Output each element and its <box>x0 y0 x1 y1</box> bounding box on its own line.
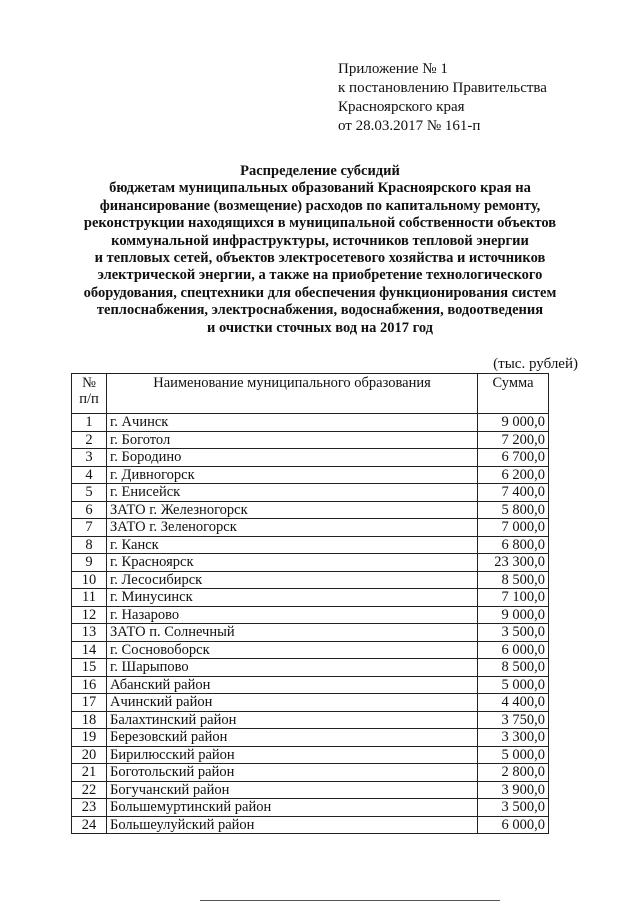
row-name: Балахтинский район <box>107 711 478 729</box>
row-sum: 3 500,0 <box>478 624 549 642</box>
row-number: 19 <box>72 729 107 747</box>
table-row <box>72 431 549 449</box>
row-name: г. Дивногорск <box>107 466 478 484</box>
row-number: 15 <box>72 659 107 677</box>
table-row <box>72 501 549 519</box>
table-row <box>72 449 549 467</box>
row-number: 14 <box>72 641 107 659</box>
header-sum: Сумма <box>478 374 549 414</box>
row-name: г. Шарыпово <box>107 659 478 677</box>
row-number: 16 <box>72 676 107 694</box>
row-name: г. Ачинск <box>107 414 478 432</box>
row-sum: 5 000,0 <box>478 746 549 764</box>
row-sum: 23 300,0 <box>478 554 549 572</box>
title-line: реконструкции находящихся в муниципальной собственности объектов <box>83 215 557 232</box>
row-sum: 6 000,0 <box>478 641 549 659</box>
row-number: 8 <box>72 536 107 554</box>
row-number: 5 <box>72 484 107 502</box>
title-line: бюджетам муниципальных образований Красноярского края на <box>109 180 531 197</box>
row-sum: 3 500,0 <box>478 799 549 817</box>
row-sum: 8 500,0 <box>478 571 549 589</box>
table-row <box>72 711 549 729</box>
table-row <box>72 799 549 817</box>
row-number: 12 <box>72 606 107 624</box>
row-name: г. Енисейск <box>107 484 478 502</box>
row-sum: 8 500,0 <box>478 659 549 677</box>
title-line: и очистки сточных вод на 2017 год <box>206 319 434 336</box>
header-num: № п/п <box>72 374 107 414</box>
row-name: г. Боготол <box>107 431 478 449</box>
row-sum: 5 800,0 <box>478 501 549 519</box>
table-row <box>72 624 549 642</box>
row-number: 24 <box>72 816 107 834</box>
row-sum: 7 200,0 <box>478 431 549 449</box>
row-sum: 2 800,0 <box>478 764 549 782</box>
row-name: Бирилюсский район <box>107 746 478 764</box>
units-label: (тыс. рублей) <box>493 356 578 372</box>
table-row <box>72 781 549 799</box>
table-row <box>72 746 549 764</box>
row-sum: 6 200,0 <box>478 466 549 484</box>
row-number: 2 <box>72 431 107 449</box>
table-row <box>72 606 549 624</box>
table-body <box>72 414 549 834</box>
row-name: ЗАТО г. Железногорск <box>107 501 478 519</box>
row-name: ЗАТО г. Зеленогорск <box>107 519 478 537</box>
table-row <box>72 484 549 502</box>
row-sum: 4 400,0 <box>478 694 549 712</box>
title-line: коммунальной инфраструктуры, источников тепловой энергии <box>111 232 529 249</box>
row-name: г. Сосновоборск <box>107 641 478 659</box>
row-name: г. Лесосибирск <box>107 571 478 589</box>
title-line: финансирование (возмещение) расходов по капитальному ремонту, <box>99 197 541 214</box>
appendix-line: к постановлению Правительства <box>338 80 547 96</box>
title-line: электрической энергии, а также на приобретение технологического <box>97 267 543 284</box>
table-row <box>72 536 549 554</box>
row-name: г. Назарово <box>107 606 478 624</box>
appendix-line: Приложение № 1 <box>338 61 448 77</box>
row-sum: 3 750,0 <box>478 711 549 729</box>
row-name: Богучанский район <box>107 781 478 799</box>
row-sum: 7 100,0 <box>478 589 549 607</box>
row-sum: 7 400,0 <box>478 484 549 502</box>
row-name: Боготольский район <box>107 764 478 782</box>
row-number: 4 <box>72 466 107 484</box>
row-name: г. Красноярск <box>107 554 478 572</box>
row-sum: 6 800,0 <box>478 536 549 554</box>
header-name: Наименование муниципального образования <box>107 374 478 414</box>
table-header-row <box>72 374 549 414</box>
table-row <box>72 571 549 589</box>
row-number: 10 <box>72 571 107 589</box>
row-sum: 3 900,0 <box>478 781 549 799</box>
row-name: Березовский район <box>107 729 478 747</box>
table-row <box>72 519 549 537</box>
row-sum: 5 000,0 <box>478 676 549 694</box>
row-sum: 6 000,0 <box>478 816 549 834</box>
table-row <box>72 816 549 834</box>
table-row <box>72 659 549 677</box>
row-number: 13 <box>72 624 107 642</box>
table-row <box>72 589 549 607</box>
row-number: 21 <box>72 764 107 782</box>
subsidies-table <box>71 373 549 834</box>
row-name: Ачинский район <box>107 694 478 712</box>
table-row <box>72 694 549 712</box>
table-row <box>72 641 549 659</box>
row-number: 20 <box>72 746 107 764</box>
row-number: 22 <box>72 781 107 799</box>
title-line: Распределение субсидий <box>240 163 400 179</box>
row-number: 11 <box>72 589 107 607</box>
page-edge-line <box>200 900 500 901</box>
table-row <box>72 554 549 572</box>
row-sum: 7 000,0 <box>478 519 549 537</box>
row-name: г. Бородино <box>107 449 478 467</box>
row-number: 23 <box>72 799 107 817</box>
table-row <box>72 676 549 694</box>
row-sum: 9 000,0 <box>478 414 549 432</box>
table-row <box>72 466 549 484</box>
row-name: Большеулуйский район <box>107 816 478 834</box>
document-title <box>60 163 580 337</box>
table-row <box>72 764 549 782</box>
appendix-line: Красноярского края <box>338 99 465 115</box>
row-sum: 6 700,0 <box>478 449 549 467</box>
row-name: ЗАТО п. Солнечный <box>107 624 478 642</box>
title-line: теплоснабжения, электроснабжения, водоснабжения, водоотведения <box>96 302 544 319</box>
row-number: 9 <box>72 554 107 572</box>
table-row <box>72 729 549 747</box>
title-line: и тепловых сетей, объектов электросетевого хозяйства и источников <box>94 250 546 267</box>
row-number: 18 <box>72 711 107 729</box>
row-name: г. Канск <box>107 536 478 554</box>
row-number: 1 <box>72 414 107 432</box>
row-name: Большемуртинский район <box>107 799 478 817</box>
row-name: г. Минусинск <box>107 589 478 607</box>
row-number: 17 <box>72 694 107 712</box>
row-name: Абанский район <box>107 676 478 694</box>
row-number: 6 <box>72 501 107 519</box>
row-sum: 9 000,0 <box>478 606 549 624</box>
table-row <box>72 414 549 432</box>
row-number: 3 <box>72 449 107 467</box>
title-line: оборудования, спецтехники для обеспечения функционирования систем <box>83 284 557 301</box>
appendix-header <box>338 60 618 136</box>
row-number: 7 <box>72 519 107 537</box>
appendix-line: от 28.03.2017 № 161-п <box>338 118 481 134</box>
row-sum: 3 300,0 <box>478 729 549 747</box>
